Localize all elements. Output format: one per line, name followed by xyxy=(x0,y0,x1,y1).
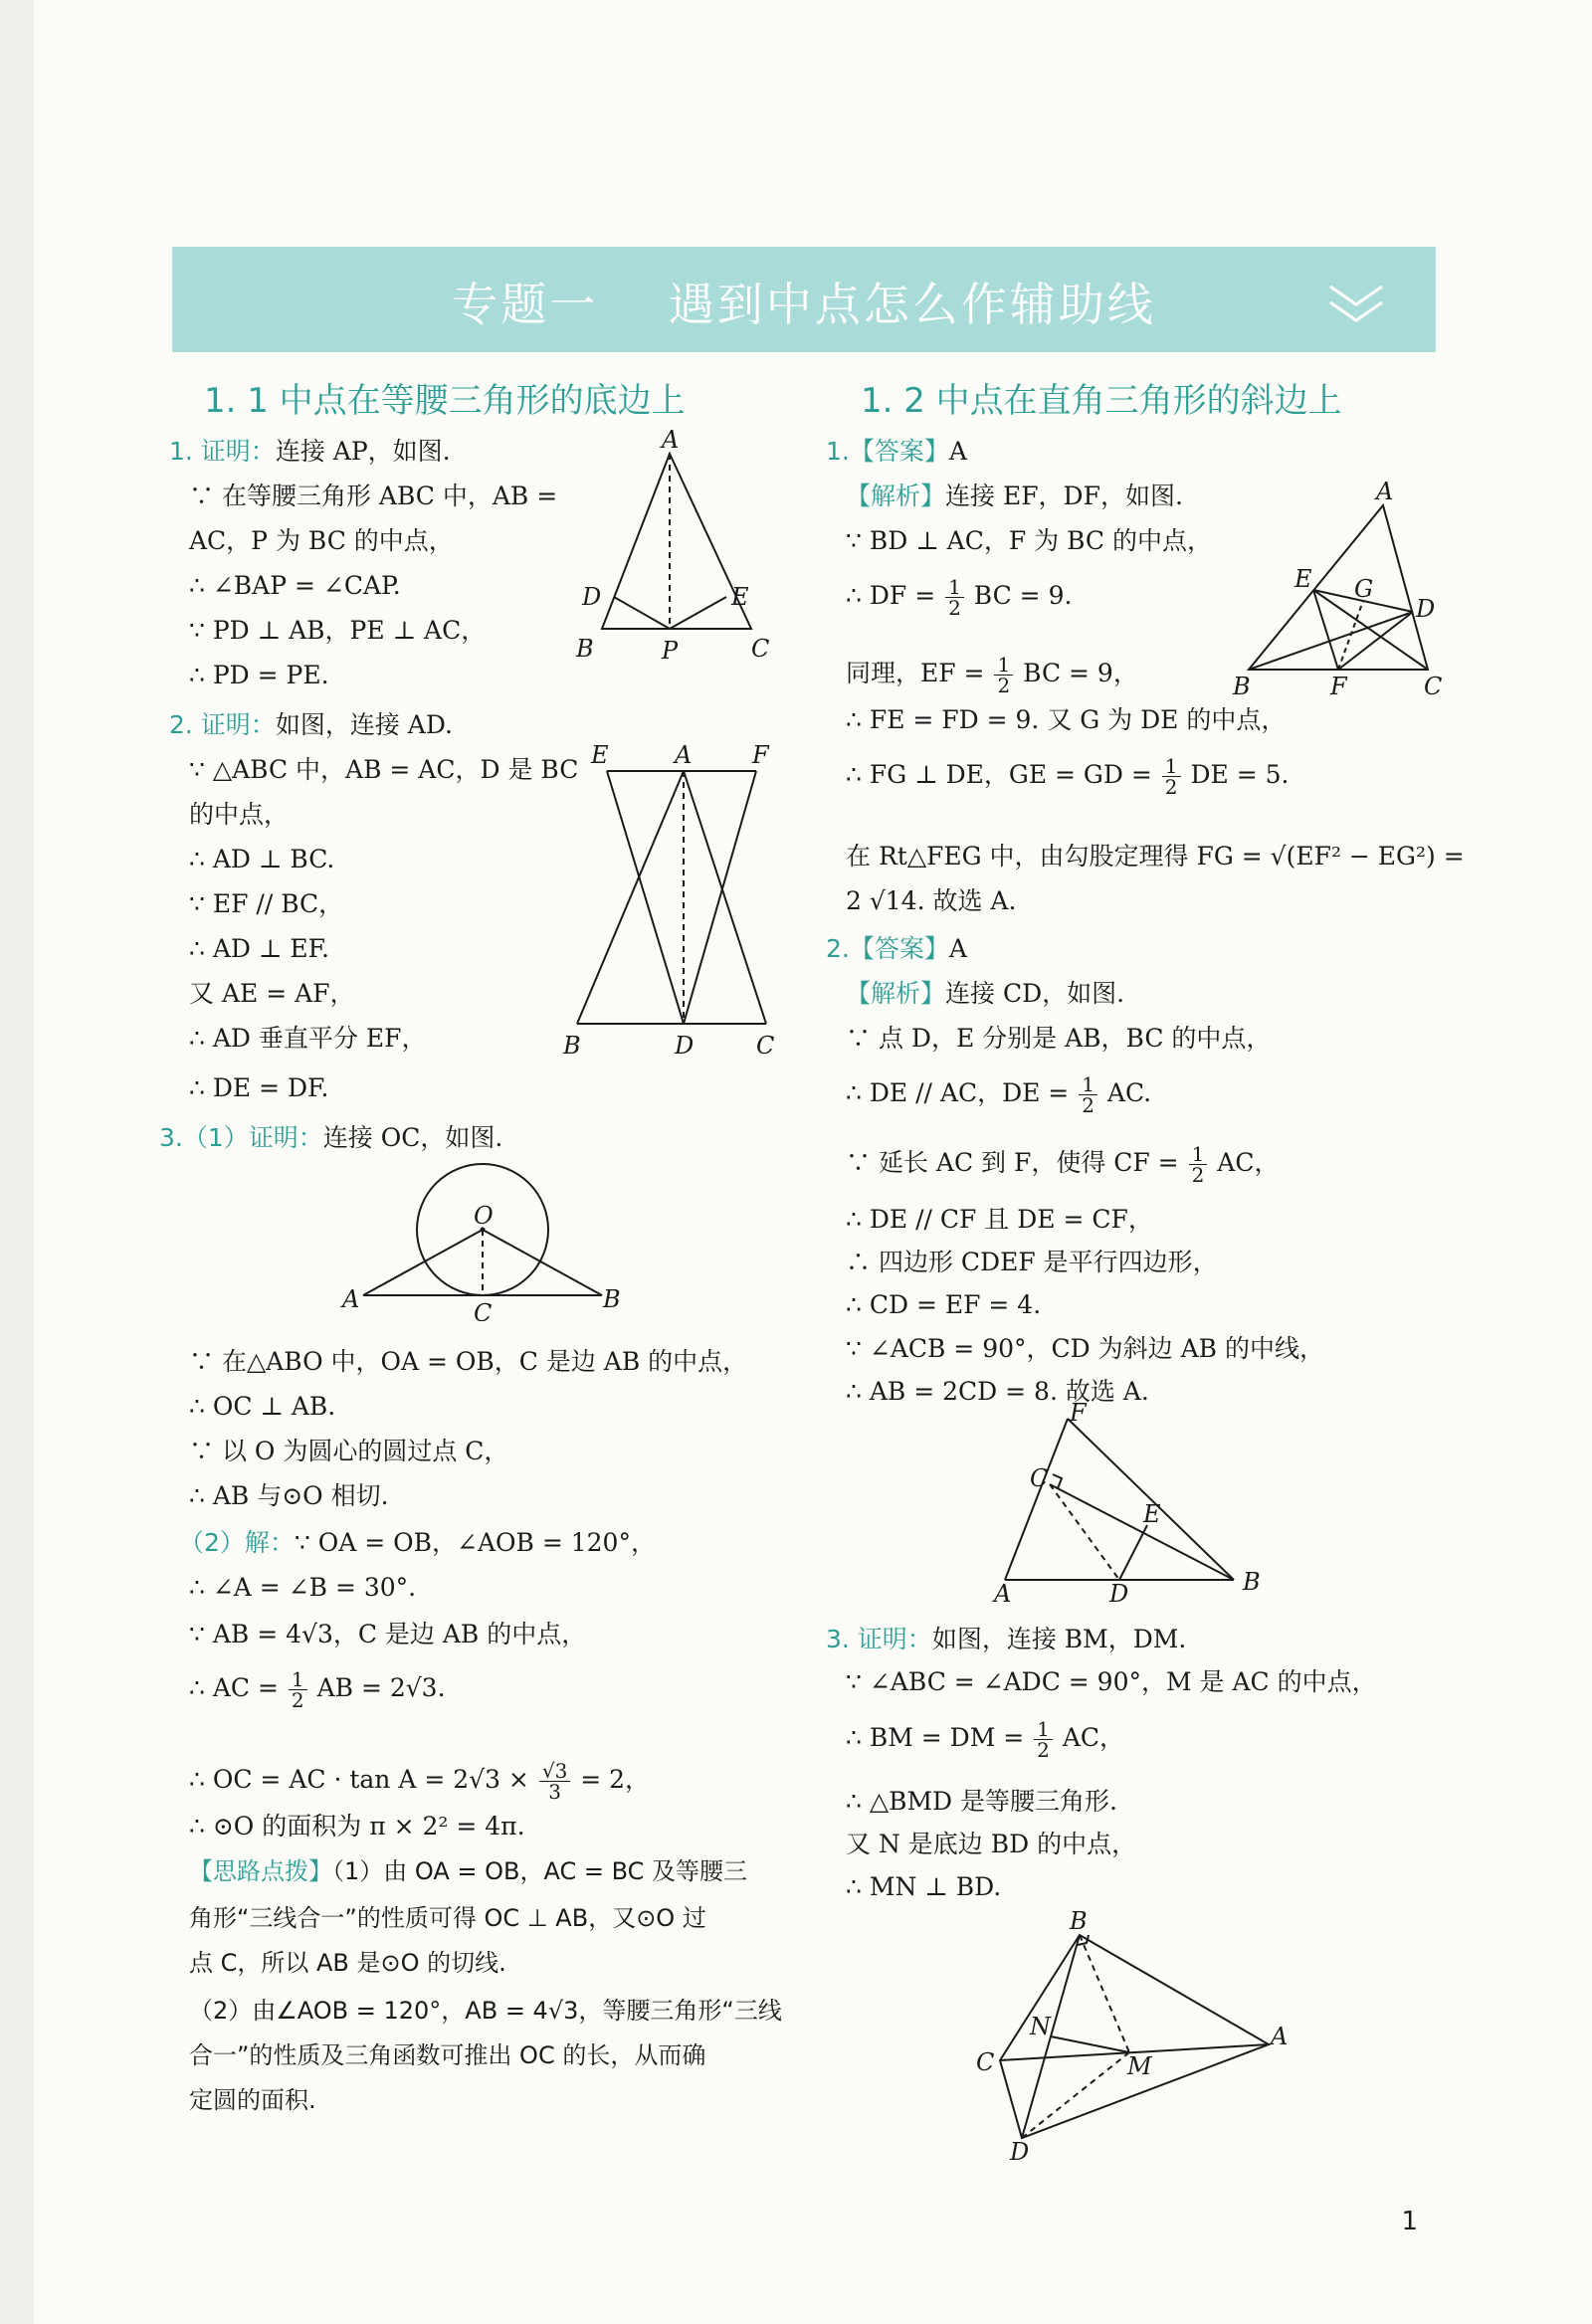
line-text: ∵ ∠ABC = ∠ADC = 90°，M 是 AC 的中点， xyxy=(846,1667,1377,1696)
line-text: A xyxy=(948,437,967,466)
line-text: ∴ AB 与⊙O 相切. xyxy=(189,1481,389,1510)
answer-tag: 【解析】 xyxy=(846,979,946,1008)
line-text: ∴ △BMD 是等腰三角形. xyxy=(846,1787,1117,1816)
label-b: B xyxy=(1243,1568,1261,1596)
left-text-line xyxy=(169,436,451,468)
label-c: C xyxy=(474,1299,493,1321)
line-text: ∴ 四边形 CDEF 是平行四边形， xyxy=(846,1248,1218,1276)
line-text: ∵ AB = 4√3，C 是边 AB 的中点， xyxy=(189,1620,587,1648)
line-text: ∴ AD ⊥ EF. xyxy=(189,934,330,963)
answer-tag: 2. 证明： xyxy=(169,710,276,739)
label-d: D xyxy=(582,583,602,611)
answer-tag: 3.（1）证明： xyxy=(159,1123,323,1152)
right-text-line xyxy=(846,1247,1218,1278)
line-text: ∵ ∠ACB = 90°，CD 为斜边 AB 的中线， xyxy=(846,1334,1324,1363)
right-text-line xyxy=(846,655,1138,695)
left-text-line xyxy=(189,978,355,1010)
left-text-line xyxy=(189,1480,389,1512)
right-text-line xyxy=(846,1204,1153,1236)
left-text-line xyxy=(189,1761,650,1802)
figure-isosceles-triangle-p xyxy=(572,426,771,665)
line-text: ∴ AB = 2CD = 8. 故选 A. xyxy=(846,1377,1149,1406)
answer-tag: 3. 证明： xyxy=(826,1625,932,1653)
line-text: ∵ 延长 AC 到 F，使得 CF = xyxy=(846,1148,1187,1177)
line-text: 2 √14. 故选 A. xyxy=(846,886,1017,915)
section-title-1-2: 1. 2 中点在直角三角形的斜边上 xyxy=(861,381,1342,421)
line-text: ∴ FG ⊥ DE，GE = GD = xyxy=(846,760,1160,789)
left-text-line xyxy=(189,1902,706,1934)
line-text: ∵ 点 D，E 分别是 AB，BC 的中点， xyxy=(846,1024,1272,1053)
right-text-line xyxy=(846,1829,1136,1860)
label-d: D xyxy=(1010,2138,1030,2164)
line-text: 点 C，所以 AB 是⊙O 的切线. xyxy=(189,1949,506,1977)
left-text-line xyxy=(189,1072,328,1104)
label-b: B xyxy=(1233,673,1251,700)
line-text: 定圆的面积. xyxy=(189,2086,316,2114)
right-text-line xyxy=(846,1023,1271,1055)
right-text-line xyxy=(846,577,1072,618)
right-text-line xyxy=(846,481,1183,512)
label-e: E xyxy=(591,741,609,769)
line-text: ∴ DF = xyxy=(846,581,944,610)
fraction: $\frac{√3}{3}$ xyxy=(539,1761,570,1802)
fraction: $\frac{1}{2}$ xyxy=(945,577,964,618)
line-text: ∴ AD ⊥ BC. xyxy=(189,845,335,873)
left-text-line xyxy=(189,799,289,831)
figure-hourglass xyxy=(557,741,786,1060)
label-c: C xyxy=(976,2048,995,2076)
line-text: ∵ 在等腰三角形 ABC 中，AB = xyxy=(189,482,558,510)
left-text-line xyxy=(189,1023,426,1055)
label-b: B xyxy=(603,1285,621,1313)
page-binding-edge xyxy=(0,0,34,2324)
chapter-title: 专题一 遇到中点怎么作辅助线 xyxy=(452,278,1156,331)
left-text-line xyxy=(189,1855,747,1887)
line-text: ∴ ⊙O 的面积为 π × 2² = 4π. xyxy=(189,1812,525,1840)
fraction: $\frac{1}{2}$ xyxy=(289,1669,307,1710)
line-text: AC， xyxy=(1209,1148,1280,1177)
label-e: E xyxy=(731,583,749,611)
line-text: ∵ OA = OB，∠AOB = 120°， xyxy=(294,1528,656,1557)
label-a: A xyxy=(1376,478,1394,505)
label-a: A xyxy=(994,1580,1012,1607)
answer-tag: 【思路点拨】 xyxy=(189,1857,332,1885)
answer-tag: 1. 证明： xyxy=(169,437,276,466)
line-text: ∵ EF // BC， xyxy=(189,889,344,918)
left-text-line xyxy=(159,1122,502,1154)
line-text: 连接 CD，如图. xyxy=(945,979,1125,1008)
left-text-line xyxy=(189,888,343,920)
left-text-line xyxy=(189,1391,335,1423)
left-text-line xyxy=(189,481,557,512)
right-text-line xyxy=(846,525,1212,557)
line-text: 的中点， xyxy=(189,800,290,829)
line-text: AC，P 为 BC 的中点， xyxy=(189,526,454,555)
label-d: D xyxy=(1109,1580,1129,1607)
line-text: AC. xyxy=(1098,1078,1152,1107)
left-text-line xyxy=(189,2084,316,2116)
answer-tag: 1.【答案】 xyxy=(826,437,949,466)
answer-tag: 【解析】 xyxy=(846,482,946,510)
line-text: DE = 5. xyxy=(1182,760,1290,789)
line-text: ∴ MN ⊥ BD. xyxy=(846,1872,1002,1901)
right-text-line xyxy=(846,1786,1117,1818)
left-text-line xyxy=(189,1947,506,1979)
label-c: C xyxy=(756,1032,775,1060)
right-text-line xyxy=(846,841,1465,872)
label-g: G xyxy=(1354,575,1374,603)
left-text-line xyxy=(189,1346,747,1378)
label-o: O xyxy=(474,1202,494,1230)
right-text-line xyxy=(846,756,1289,797)
line-text: ∴ DE // CF 且 DE = CF， xyxy=(846,1205,1153,1234)
line-text: 连接 AP，如图. xyxy=(275,437,451,466)
left-text-line xyxy=(189,1572,416,1604)
right-text-line xyxy=(846,1666,1377,1698)
fraction: $\frac{1}{2}$ xyxy=(994,655,1013,695)
left-text-line xyxy=(179,1527,656,1559)
figure-triangle-altitudes xyxy=(1229,478,1458,706)
figure-circle-tangent xyxy=(328,1152,627,1321)
left-text-line xyxy=(189,2039,705,2071)
left-text-line xyxy=(189,844,334,875)
right-text-line xyxy=(846,1074,1151,1115)
right-text-line xyxy=(846,885,1016,917)
label-b: B xyxy=(1070,1907,1088,1935)
left-text-line xyxy=(189,660,329,691)
label-a: A xyxy=(675,741,693,769)
line-text: A xyxy=(948,934,967,963)
chapter-banner xyxy=(172,247,1436,352)
left-text-line xyxy=(189,1436,508,1467)
line-text: ∵ PD ⊥ AB，PE ⊥ AC， xyxy=(189,616,487,645)
fraction: $\frac{1}{2}$ xyxy=(1162,756,1181,797)
label-e: E xyxy=(1143,1500,1161,1528)
figure-parallelogram-cdef xyxy=(980,1403,1279,1607)
line-text: ∵ 在△ABO 中，OA = OB，C 是边 AB 的中点， xyxy=(189,1347,748,1376)
right-text-line xyxy=(846,1719,1124,1760)
line-text: BC = 9， xyxy=(1015,659,1138,687)
label-f: F xyxy=(1330,673,1347,700)
label-p: P xyxy=(662,637,679,665)
line-text: ∴ CD = EF = 4. xyxy=(846,1290,1042,1319)
label-n: N xyxy=(1030,2013,1051,2040)
fraction: $\frac{1}{2}$ xyxy=(1189,1144,1208,1185)
line-text: ∴ ∠BAP = ∠CAP. xyxy=(189,571,401,600)
line-text: AC， xyxy=(1054,1723,1125,1752)
label-a: A xyxy=(662,426,680,454)
left-text-line xyxy=(189,615,486,647)
line-text: ∴ OC ⊥ AB. xyxy=(189,1392,336,1421)
line-text: AB = 2√3. xyxy=(308,1673,446,1702)
line-text: BC = 9. xyxy=(965,581,1073,610)
line-text: 如图，连接 BM，DM. xyxy=(931,1625,1187,1653)
page-number: 1 xyxy=(1401,2207,1418,2236)
left-text-line xyxy=(189,570,401,602)
right-text-line xyxy=(826,436,967,468)
right-text-line xyxy=(846,1144,1279,1185)
line-text: ∴ OC = AC · tan A = 2√3 × xyxy=(189,1765,537,1794)
line-text: 角形“三线合一”的性质可得 OC ⊥ AB，又⊙O 过 xyxy=(189,1904,706,1932)
line-text: 连接 OC，如图. xyxy=(322,1123,503,1152)
chevron-down-icon xyxy=(1326,283,1386,326)
left-text-line xyxy=(189,1669,446,1710)
fraction: $\frac{1}{2}$ xyxy=(1079,1074,1097,1115)
label-e: E xyxy=(1294,565,1312,593)
line-text: 如图，连接 AD. xyxy=(275,710,453,739)
label-f: F xyxy=(1070,1403,1087,1427)
label-b: B xyxy=(576,635,594,663)
left-text-line xyxy=(189,754,578,786)
line-text: 又 AE = AF， xyxy=(189,979,355,1008)
line-text: ∵ 以 O 为圆心的圆过点 C， xyxy=(189,1437,509,1465)
line-text: ∴ FE = FD = 9. 又 G 为 DE 的中点， xyxy=(846,705,1287,734)
line-text: 连接 EF，DF，如图. xyxy=(945,482,1183,510)
left-text-line xyxy=(189,1811,525,1842)
right-text-line xyxy=(846,1289,1041,1321)
line-text: （2）由∠AOB = 120°，AB = 4√3，等腰三角形“三线 xyxy=(189,1997,782,2025)
line-text: （1）由 OA = OB，AC = BC 及等腰三 xyxy=(332,1857,748,1885)
label-f: F xyxy=(752,741,769,769)
right-text-line xyxy=(826,1624,1186,1655)
left-text-line xyxy=(189,1619,586,1650)
label-m: M xyxy=(1127,2052,1152,2080)
left-text-line xyxy=(189,1995,782,2027)
section-title-1-1: 1. 1 中点在等腰三角形的底边上 xyxy=(204,381,686,421)
left-text-line xyxy=(189,933,329,965)
left-text-line xyxy=(169,709,453,741)
line-text: 在 Rt△FEG 中，由勾股定理得 FG = √(EF² − EG²) = xyxy=(846,842,1465,871)
right-text-line xyxy=(846,1333,1324,1365)
line-text: ∴ DE = DF. xyxy=(189,1073,329,1102)
right-text-line xyxy=(846,704,1286,736)
line-text: 同理，EF = xyxy=(846,659,993,687)
left-text-line xyxy=(189,525,454,557)
right-text-line xyxy=(826,933,967,965)
line-text: ∴ PD = PE. xyxy=(189,661,329,689)
figure-quadrilateral-mn xyxy=(970,1895,1298,2164)
right-text-line xyxy=(846,978,1124,1010)
line-text: ∵ △ABC 中，AB = AC，D 是 BC xyxy=(189,755,579,784)
fraction: $\frac{1}{2}$ xyxy=(1034,1719,1053,1760)
line-text: ∴ AC = xyxy=(189,1673,287,1702)
answer-tag: 2.【答案】 xyxy=(826,934,949,963)
label-c: C xyxy=(751,635,770,663)
answer-tag: （2）解： xyxy=(179,1528,295,1557)
line-text: ∴ BM = DM = xyxy=(846,1723,1033,1752)
line-text: 又 N 是底边 BD 的中点， xyxy=(846,1830,1137,1858)
line-text: ∴ DE // AC，DE = xyxy=(846,1078,1078,1107)
line-text: ∵ BD ⊥ AC，F 为 BC 的中点， xyxy=(846,526,1213,555)
label-c: C xyxy=(1030,1464,1049,1492)
line-text: ∴ AD 垂直平分 EF， xyxy=(189,1024,427,1053)
label-a: A xyxy=(342,1285,360,1313)
label-b: B xyxy=(563,1032,581,1060)
label-d: D xyxy=(675,1032,695,1060)
label-a: A xyxy=(1271,2023,1289,2050)
line-text: 合一”的性质及三角函数可推出 OC 的长，从而确 xyxy=(189,2041,706,2069)
line-text: ∴ ∠A = ∠B = 30°. xyxy=(189,1573,417,1602)
label-c: C xyxy=(1424,673,1443,700)
label-d: D xyxy=(1416,595,1436,623)
line-text: = 2， xyxy=(572,1765,651,1794)
